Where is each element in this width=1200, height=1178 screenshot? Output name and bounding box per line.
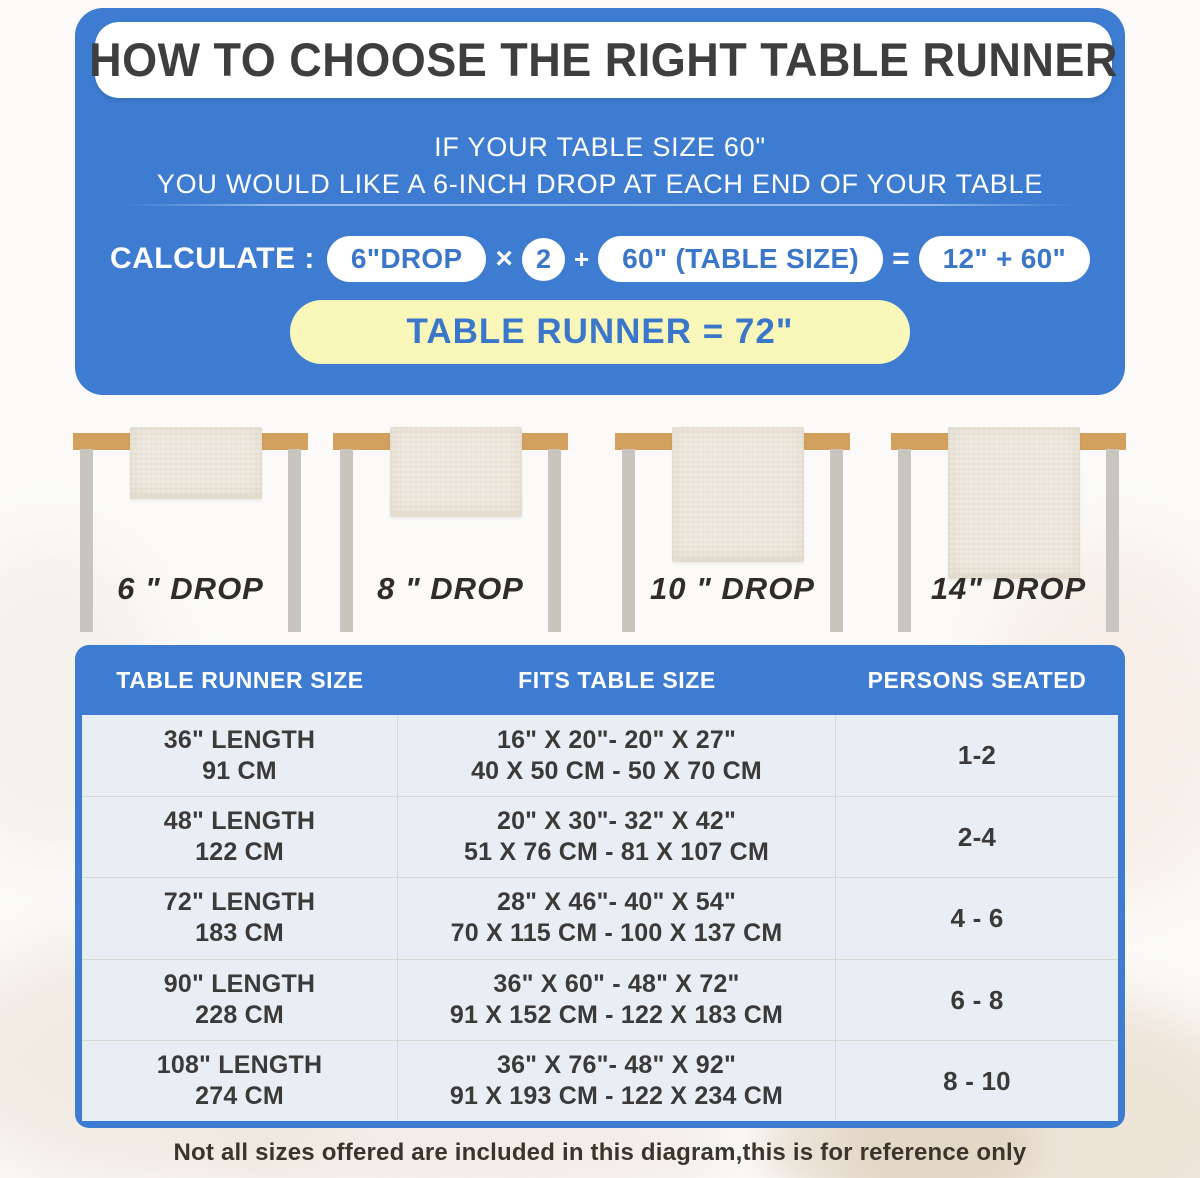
table-row bbox=[82, 959, 1118, 1040]
runner-size-cell: 36" LENGTH 91 CM bbox=[82, 715, 398, 796]
footnote: Not all sizes offered are included in this diagram,this is for reference only bbox=[173, 1139, 1027, 1166]
table-runner-cloth bbox=[948, 427, 1080, 579]
runner-size-cell: 72" LENGTH 183 CM bbox=[82, 878, 398, 958]
size-chart-panel bbox=[75, 645, 1125, 1128]
column-header-fits-table-size: FITS TABLE SIZE bbox=[518, 666, 716, 693]
calculate-label: CALCULATE : bbox=[109, 242, 315, 275]
table-row bbox=[82, 796, 1118, 877]
table-runner-cloth bbox=[390, 427, 522, 517]
table-row bbox=[82, 715, 1118, 796]
size-chart-body bbox=[82, 715, 1118, 1121]
runner-size-cell: 108" LENGTH 274 CM bbox=[82, 1041, 398, 1121]
fits-table-size-cell: 36" X 76"- 48" X 92" 91 X 193 CM - 122 X 234 CM bbox=[398, 1041, 836, 1121]
persons-seated-cell: 6 - 8 bbox=[950, 984, 1004, 1015]
intro-line-1: IF YOUR TABLE SIZE 60" bbox=[434, 132, 766, 162]
fits-table-size-cell: 36" X 60" - 48" X 72" 91 X 152 CM - 122 X 183 CM bbox=[398, 960, 836, 1040]
table-figure-8-drop bbox=[333, 425, 568, 640]
runner-size-cell: 48" LENGTH 122 CM bbox=[82, 797, 398, 877]
sum-pill: 12" + 60" bbox=[919, 236, 1090, 282]
persons-seated-cell: 2-4 bbox=[957, 822, 997, 853]
fits-table-size-cell: 28" X 46"- 40" X 54" 70 X 115 CM - 100 X 137 CM bbox=[398, 878, 836, 958]
runner-result-pill: TABLE RUNNER = 72" bbox=[290, 300, 910, 364]
multiplier-badge: 2 bbox=[522, 238, 565, 281]
drop-label: 10 " DROP bbox=[650, 571, 815, 606]
plus-operator: + bbox=[573, 243, 590, 274]
drop-value-pill: 6"DROP bbox=[327, 236, 487, 282]
intro-line-2: YOU WOULD LIKE A 6-INCH DROP AT EACH END OF YOUR TABLE bbox=[156, 169, 1044, 199]
equals-operator: = bbox=[892, 242, 910, 275]
persons-seated-cell: 4 - 6 bbox=[950, 903, 1004, 934]
persons-seated-cell: 8 - 10 bbox=[943, 1065, 1011, 1096]
table-size-pill: 60" (TABLE SIZE) bbox=[598, 236, 883, 282]
column-header-persons-seated: PERSONS SEATED bbox=[867, 666, 1087, 693]
calculation-row bbox=[75, 230, 1125, 288]
size-chart-header bbox=[82, 645, 1118, 715]
fits-table-size-cell: 16" X 20"- 20" X 27" 40 X 50 CM - 50 X 70 CM bbox=[398, 715, 836, 796]
drop-label: 8 " DROP bbox=[377, 571, 524, 606]
persons-seated-cell: 1-2 bbox=[957, 740, 997, 771]
table-figure-10-drop bbox=[615, 425, 850, 640]
drop-label: 14" DROP bbox=[930, 571, 1087, 606]
times-operator: × bbox=[495, 242, 513, 275]
column-header-runner-size: TABLE RUNNER SIZE bbox=[116, 666, 364, 693]
table-runner-cloth bbox=[672, 427, 804, 562]
fits-table-size-cell: 20" X 30"- 32" X 42" 51 X 76 CM - 81 X 107 CM bbox=[398, 797, 836, 877]
table-row bbox=[82, 1040, 1118, 1121]
table-figure-14-drop bbox=[891, 425, 1126, 640]
table-runner-cloth bbox=[130, 427, 262, 499]
title-box bbox=[89, 22, 1118, 98]
drop-label: 6 " DROP bbox=[117, 571, 264, 606]
divider-line bbox=[123, 204, 1077, 206]
runner-size-cell: 90" LENGTH 228 CM bbox=[82, 960, 398, 1040]
hero-panel bbox=[75, 8, 1125, 395]
table-figure-6-drop bbox=[73, 425, 308, 640]
table-row bbox=[82, 877, 1118, 958]
page-title: HOW TO CHOOSE THE RIGHT TABLE RUNNER bbox=[89, 32, 1118, 87]
